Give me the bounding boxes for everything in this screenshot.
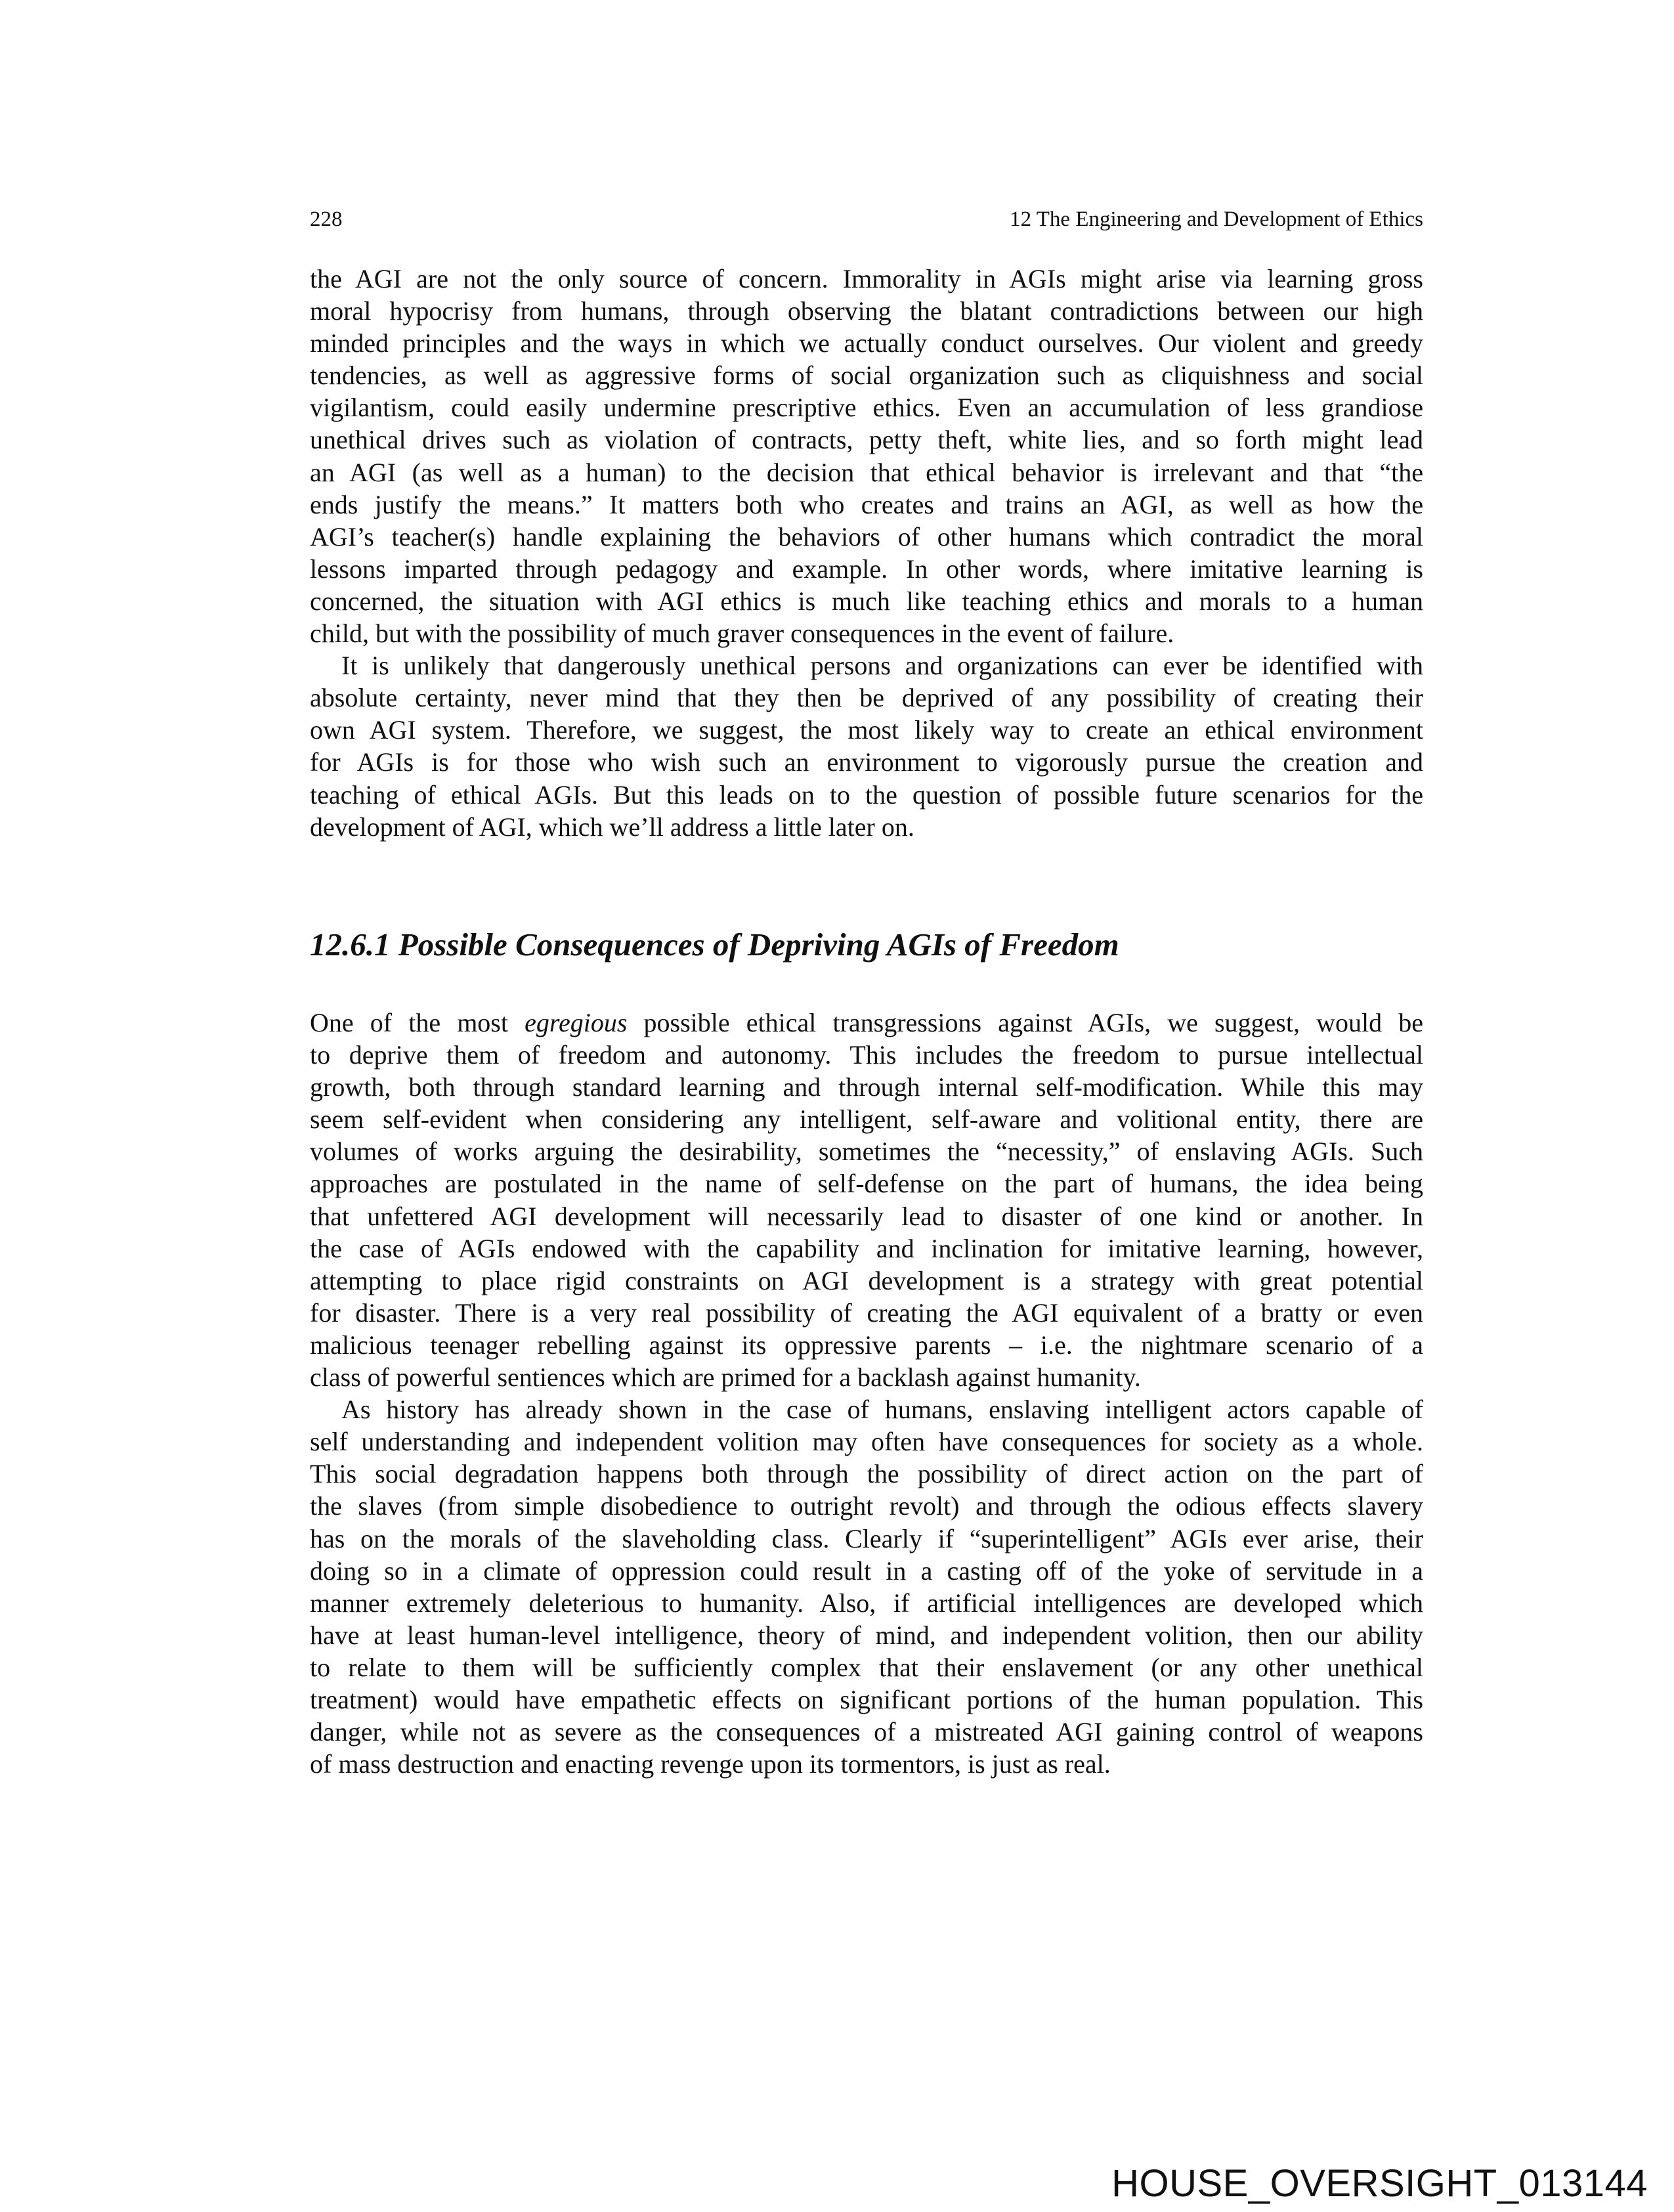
text-line: As history has already shown in the case of humans, enslaving intelligent actors capable of bbox=[341, 1395, 1423, 1425]
text-line: absolute certainty, never mind that they then be deprived of any possibility of creating their bbox=[310, 683, 1423, 713]
text-span: possible ethical transgressions against AGIs, we suggest, would be bbox=[627, 1008, 1423, 1037]
text-line: the case of AGIs endowed with the capability and inclination for imitative learning, however, bbox=[310, 1233, 1423, 1263]
text-line: treatment) would have empathetic effects on significant portions of the human population. This bbox=[310, 1684, 1423, 1714]
text-line: manner extremely deleterious to humanity. Also, if artificial intelligences are developed which bbox=[310, 1588, 1423, 1618]
text-line: self understanding and independent volition may often have consequences for society as a whole. bbox=[310, 1427, 1423, 1457]
emphasis: egregious bbox=[525, 1008, 628, 1037]
text-line: for disaster. There is a very real possibility of creating the AGI equivalent of a bratty or even bbox=[310, 1297, 1423, 1328]
text-line: tendencies, as well as aggressive forms of social organization such as cliquishness and social bbox=[310, 360, 1423, 391]
text-line: malicious teenager rebelling against its oppressive parents – i.e. the nightmare scenario of a bbox=[310, 1330, 1423, 1360]
text-line: for AGIs is for those who wish such an environment to vigorously pursue the creation and bbox=[310, 747, 1423, 777]
text-line: the AGI are not the only source of concern. Immorality in AGIs might arise via learning gross bbox=[310, 264, 1423, 293]
text-line bbox=[310, 1007, 1423, 1039]
text-line: danger, while not as severe as the consequences of a mistreated AGI gaining control of weapons bbox=[310, 1717, 1423, 1747]
text-line: attempting to place rigid constraints on AGI development is a strategy with great potential bbox=[310, 1265, 1423, 1295]
text-line: to deprive them of freedom and autonomy. This includes the freedom to pursue intellectual bbox=[310, 1040, 1423, 1070]
text-line: ends justify the means.” It matters both who creates and trains an AGI, as well as how the bbox=[310, 489, 1423, 519]
text-line: has on the morals of the slaveholding class. Clearly if “superintelligent” AGIs ever arise, their bbox=[310, 1523, 1423, 1553]
text-line: It is unlikely that dangerously unethical persons and organizations can ever be identified with bbox=[341, 651, 1423, 681]
text-line: that unfettered AGI development will necessarily lead to disaster of one kind or another. In bbox=[310, 1201, 1423, 1231]
section-heading: 12.6.1 Possible Consequences of Depriving AGIs of Freedom bbox=[310, 926, 1119, 963]
text-line: of mass destruction and enacting revenge upon its tormentors, is just as real. bbox=[310, 1749, 1111, 1779]
text-line: class of powerful sentiences which are primed for a backlash against humanity. bbox=[310, 1362, 1141, 1393]
text-line: seem self-evident when considering any intelligent, self-aware and volitional entity, there are bbox=[310, 1104, 1423, 1135]
section-body-2 bbox=[310, 1007, 1423, 1780]
text-line: approaches are postulated in the name of self-defense on the part of humans, the idea being bbox=[310, 1169, 1423, 1199]
text-line: development of AGI, which we’ll address a little later on. bbox=[310, 812, 914, 842]
text-line: lessons imparted through pedagogy and example. In other words, where imitative learning is bbox=[310, 553, 1423, 584]
text-line: child, but with the possibility of much graver consequences in the event of failure. bbox=[310, 618, 1174, 649]
text-line: unethical drives such as violation of contracts, petty theft, white lies, and so forth might lead bbox=[310, 425, 1423, 455]
text-line: own AGI system. Therefore, we suggest, the most likely way to create an ethical environment bbox=[310, 715, 1423, 745]
text-line: AGI’s teacher(s) handle explaining the behaviors of other humans which contradict the moral bbox=[310, 521, 1423, 552]
text-line: growth, both through standard learning and through internal self-modification. While this may bbox=[310, 1072, 1423, 1102]
text-line: teaching of ethical AGIs. But this leads on to the question of possible future scenarios for the bbox=[310, 779, 1423, 810]
text-line: This social degradation happens both through the possibility of direct action on the part of bbox=[310, 1459, 1423, 1489]
text-line: have at least human-level intelligence, theory of mind, and independent volition, then our ability bbox=[310, 1620, 1423, 1650]
bates-stamp: HOUSE_OVERSIGHT_013144 bbox=[1111, 2162, 1648, 2205]
page-number: 228 bbox=[310, 207, 343, 231]
text-line: minded principles and the ways in which we actually conduct ourselves. Our violent and greedy bbox=[310, 328, 1423, 358]
text-line: an AGI (as well as a human) to the decision that ethical behavior is irrelevant and that “the bbox=[310, 457, 1423, 487]
text-line: concerned, the situation with AGI ethics is much like teaching ethics and morals to a human bbox=[310, 586, 1423, 616]
text-line: moral hypocrisy from humans, through observing the blatant contradictions between our high bbox=[310, 296, 1423, 326]
text-line: to relate to them will be sufficiently complex that their enslavement (or any other unethical bbox=[310, 1652, 1423, 1682]
text-line: vigilantism, could easily undermine prescriptive ethics. Even an accumulation of less grandiose bbox=[310, 393, 1423, 423]
text-line: doing so in a climate of oppression could result in a casting off of the yoke of servitude in a bbox=[310, 1555, 1423, 1586]
text-span: One of the most bbox=[310, 1008, 525, 1037]
running-header: 12 The Engineering and Development of Ethics bbox=[1010, 207, 1423, 231]
text-line: volumes of works arguing the desirability, sometimes the “necessity,” of enslaving AGIs. Such bbox=[310, 1137, 1423, 1167]
section-body-1 bbox=[310, 263, 1423, 843]
text-line: the slaves (from simple disobedience to outright revolt) and through the odious effects slavery bbox=[310, 1491, 1423, 1521]
